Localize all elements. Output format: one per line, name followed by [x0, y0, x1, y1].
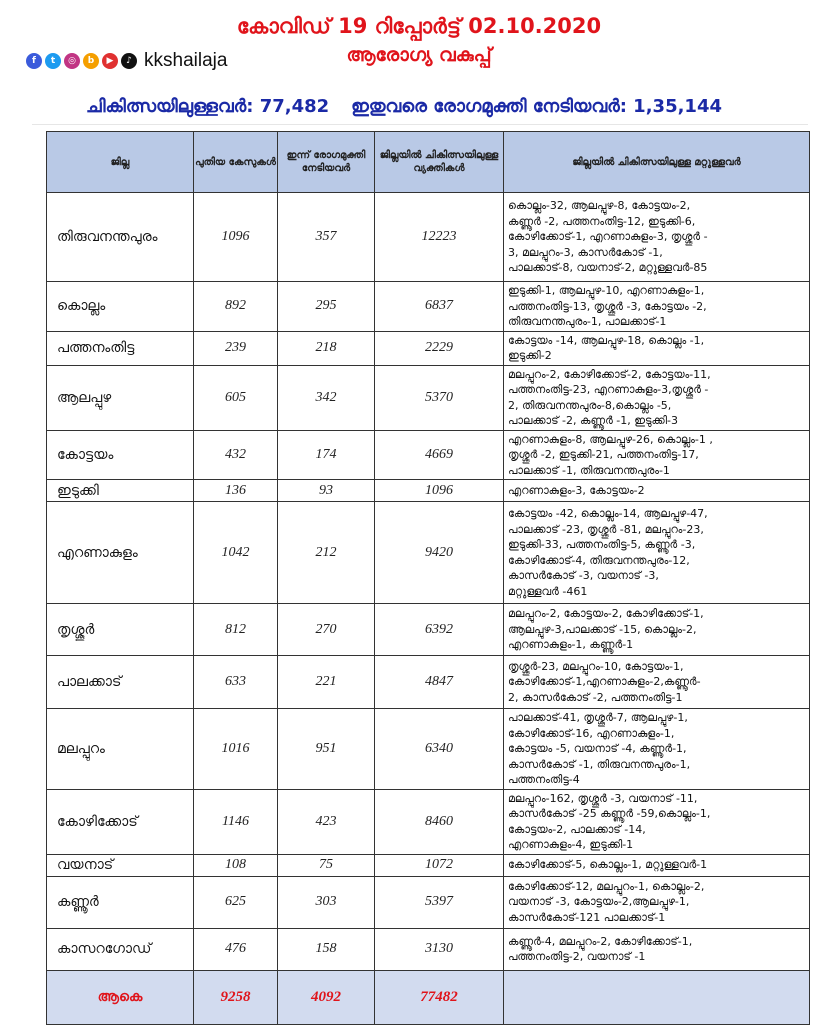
recovered-today-cell: 357 [278, 193, 375, 282]
department-subtitle: ആരോഗ്യ വകുപ്പ് [346, 44, 492, 66]
others-line: ആലപ്പുഴ-3,പാലക്കാട് -15, കൊല്ലം-2, [508, 622, 697, 636]
district-cell: വയനാട് [47, 854, 194, 876]
others-line: കാസർകോട് -25 കണ്ണൂർ -59,കൊല്ലം-1, [508, 807, 711, 820]
recovered-today-cell: 270 [278, 604, 375, 656]
others-line: കോട്ടയം -5, വയനാട് -4, കണ്ണൂർ-1, [508, 742, 687, 755]
others-cell [504, 876, 810, 928]
under-treatment-cell: 6340 [375, 709, 504, 790]
recovered-total: ഇതുവരെ രോഗമുക്തി നേടിയവർ: 1,35,144 [351, 96, 723, 117]
col-district: ജില്ല [47, 132, 194, 193]
others-line: 2, കാസർകോട് -2, പത്തനംതിട്ട-1 [508, 690, 683, 704]
others-cell [504, 709, 810, 790]
recovered-today-cell: 212 [278, 502, 375, 604]
others-line: മലപ്പുറം-2, കോഴിക്കോട്-2, കോട്ടയം-11, [508, 367, 711, 381]
divider [32, 124, 808, 125]
others-line: പത്തനംതിട്ട-2, വയനാട് -1 [508, 950, 646, 963]
others-line: കോട്ടയം -14, ആലപ്പുഴ-18, കൊല്ലം -1, [508, 333, 705, 347]
new-cases-cell: 1096 [194, 193, 278, 282]
recovered-today-cell: 303 [278, 876, 375, 928]
others-line: മലപ്പുറം-2, കോട്ടയം-2, കോഴിക്കോട്-1, [508, 607, 704, 621]
recovered-today-cell: 342 [278, 365, 375, 430]
recovered-today-cell: 174 [278, 430, 375, 480]
blog-icon[interactable]: b [83, 53, 99, 69]
others-line: പത്തനംതിട്ട-23, എറണാകുളം-3,തൃശ്ശൂർ - [508, 383, 709, 396]
under-treatment-cell: 2229 [375, 331, 504, 365]
recovered-today-cell: 221 [278, 656, 375, 709]
social-handle[interactable]: kkshailaja [144, 50, 228, 71]
others-line: കോട്ടയം -42, കൊല്ലം-14, ആലപ്പുഴ-47, [508, 507, 708, 520]
others-line: തൃശ്ശൂർ-23, മലപ്പുറം-10, കോട്ടയം-1, [508, 659, 684, 673]
district-cell: കോട്ടയം [47, 430, 194, 480]
total-others-empty [504, 970, 810, 1024]
others-line: പാലക്കാട്-8, വയനാട്-2, മറ്റുള്ളവർ-85 [508, 261, 708, 275]
new-cases-cell: 1016 [194, 709, 278, 790]
under-treatment-cell: 4669 [375, 430, 504, 480]
others-cell [504, 365, 810, 430]
others-line: കോഴിക്കോട്-1,എറണാകുളം-2,കണ്ണൂർ- [508, 675, 701, 689]
social-bar [26, 50, 227, 72]
others-line: എറണാകുളം-8, ആലപ്പുഴ-26, കൊല്ലം-1 , [508, 432, 713, 446]
total-new-cases: 9258 [194, 970, 278, 1024]
under-treatment-cell: 12223 [375, 193, 504, 282]
table-row [47, 656, 810, 709]
instagram-icon[interactable]: ◎ [64, 53, 80, 69]
others-cell [504, 656, 810, 709]
recovered-today-cell: 158 [278, 928, 375, 970]
others-line: ഇടുക്കി-1, ആലപ്പുഴ-10, എറണാകുളം-1, [508, 284, 705, 297]
others-cell [504, 604, 810, 656]
others-line: തിരുവനന്തപുരം-1, പാലക്കാട്-1 [508, 315, 667, 328]
others-line: 3, മലപ്പുറം-3, കാസർകോട് -1, [508, 245, 663, 259]
others-line: കോഴിക്കോട്-1, എറണാകുളം-3, തൃശ്ശൂർ - [508, 230, 708, 244]
district-cell: കാസറഗോഡ് [47, 928, 194, 970]
under-treatment-total: ചികിത്സയിലുള്ളവർ: 77,482 [86, 96, 330, 117]
table-row [47, 854, 810, 876]
district-cell: പത്തനംതിട്ട [47, 331, 194, 365]
new-cases-cell: 625 [194, 876, 278, 928]
others-cell [504, 193, 810, 282]
recovered-today-cell: 295 [278, 282, 375, 332]
new-cases-cell: 108 [194, 854, 278, 876]
under-treatment-cell: 1072 [375, 854, 504, 876]
others-line: എറണാകുളം-4, ഇടുക്കി-1 [508, 838, 634, 851]
table-row [47, 789, 810, 854]
col-others: ജില്ലയിൽ ചികിത്സയിലുള്ള മറ്റുള്ളവർ [504, 132, 810, 193]
new-cases-cell: 633 [194, 656, 278, 709]
others-cell [504, 502, 810, 604]
others-line: ഇടുക്കി-2 [508, 349, 552, 362]
others-cell [504, 282, 810, 332]
others-line: കോഴിക്കോട്-5, കൊല്ലം-1, മറ്റുള്ളവർ-1 [508, 858, 708, 872]
under-treatment-cell: 1096 [375, 480, 504, 502]
district-cell: പാലക്കാട് [47, 656, 194, 709]
summary-line [86, 96, 722, 117]
table-row [47, 604, 810, 656]
table-row [47, 430, 810, 480]
others-line: കാസർകോട് -3, വയനാട് -3, [508, 569, 659, 582]
report-title: കോവിഡ് 19 റിപ്പോർട്ട് 02.10.2020 [236, 14, 602, 38]
district-cell: എറണാകുളം [47, 502, 194, 604]
others-line: കോഴിക്കോട്-16, എറണാകുളം-1, [508, 726, 675, 740]
district-cell: കൊല്ലം [47, 282, 194, 332]
others-line: 2, തിരുവനന്തപുരം-8,കൊല്ലം -5, [508, 398, 672, 412]
recovered-today-cell: 75 [278, 854, 375, 876]
col-recovered-today: ഇന്ന് രോഗമുക്തി നേടിയവർ [278, 132, 375, 193]
under-treatment-cell: 6392 [375, 604, 504, 656]
table-row [47, 331, 810, 365]
new-cases-cell: 239 [194, 331, 278, 365]
district-cell: കണ്ണൂർ [47, 876, 194, 928]
twitter-icon[interactable]: t [45, 53, 61, 69]
table-row [47, 282, 810, 332]
table-row [47, 928, 810, 970]
others-line: കോട്ടയം-2, പാലക്കാട് -14, [508, 822, 646, 836]
others-line: കാസർകോട് -1, തിരുവനന്തപുരം-1, [508, 757, 691, 771]
under-treatment-cell: 5397 [375, 876, 504, 928]
new-cases-cell: 432 [194, 430, 278, 480]
under-treatment-cell: 6837 [375, 282, 504, 332]
table-row [47, 709, 810, 790]
youtube-icon[interactable]: ▶ [102, 53, 118, 69]
table-row [47, 365, 810, 430]
under-treatment-cell: 9420 [375, 502, 504, 604]
others-line: മലപ്പുറം-162, തൃശ്ശൂർ -3, വയനാട് -11, [508, 791, 698, 805]
others-cell [504, 430, 810, 480]
others-cell [504, 331, 810, 365]
table-row [47, 480, 810, 502]
others-line: പാലക്കാട് -2, കണ്ണൂർ -1, ഇടുക്കി-3 [508, 414, 678, 427]
others-cell [504, 789, 810, 854]
district-table [46, 131, 810, 1025]
recovered-today-cell: 93 [278, 480, 375, 502]
new-cases-cell: 812 [194, 604, 278, 656]
others-line: കണ്ണൂർ -2, പത്തനംതിട്ട-12, ഇടുക്കി-6, [508, 214, 696, 228]
district-cell: ഇടുക്കി [47, 480, 194, 502]
others-line: വയനാട് -3, കോട്ടയം-2,ആലപ്പുഴ-1, [508, 895, 690, 909]
facebook-icon[interactable]: f [26, 53, 42, 69]
others-line: ഇടുക്കി-33, പത്തനംതിട്ട-5, കണ്ണൂർ -3, [508, 538, 696, 551]
others-line: പാലക്കാട്-41, തൃശ്ശൂർ-7, ആലപ്പുഴ-1, [508, 711, 688, 724]
others-cell [504, 480, 810, 502]
new-cases-cell: 1042 [194, 502, 278, 604]
under-treatment-cell: 5370 [375, 365, 504, 430]
others-line: കോഴിക്കോട്-4, തിരുവനന്തപുരം-12, [508, 553, 690, 567]
others-line: പത്തനംതിട്ട-4 [508, 773, 580, 786]
total-under-treatment: 77482 [375, 970, 504, 1024]
recovered-today-cell: 423 [278, 789, 375, 854]
under-treatment-cell: 4847 [375, 656, 504, 709]
others-line: പത്തനംതിട്ട-13, തൃശ്ശൂർ -3, കോട്ടയം -2, [508, 299, 707, 313]
others-line: പാലക്കാട് -1, തിരുവനന്തപുരം-1 [508, 463, 670, 477]
col-under-treatment: ജില്ലയിൽ ചികിത്സയിലുള്ള വ്യക്തികൾ [375, 132, 504, 193]
district-cell: ആലപ്പുഴ [47, 365, 194, 430]
others-line: തൃശ്ശൂർ -2, ഇടുക്കി-21, പത്തനംതിട്ട-17, [508, 448, 699, 461]
district-cell: തൃശ്ശൂർ [47, 604, 194, 656]
others-line: പാലക്കാട് -23, തൃശ്ശൂർ -81, മലപ്പുറം-23, [508, 522, 704, 536]
table-header-row [47, 132, 810, 193]
under-treatment-cell: 8460 [375, 789, 504, 854]
district-cell: തിരുവനന്തപുരം [47, 193, 194, 282]
table-row [47, 193, 810, 282]
new-cases-cell: 605 [194, 365, 278, 430]
others-line: കാസർകോട്-121 പാലക്കാട്-1 [508, 910, 666, 924]
new-cases-cell: 1146 [194, 789, 278, 854]
others-cell [504, 854, 810, 876]
new-cases-cell: 892 [194, 282, 278, 332]
total-row [47, 970, 810, 1024]
others-line: കണ്ണൂർ-4, മലപ്പുറം-2, കോഴിക്കോട്-1, [508, 934, 693, 948]
recovered-today-cell: 218 [278, 331, 375, 365]
others-line: മറ്റുള്ളവർ -461 [508, 584, 588, 598]
table-row [47, 876, 810, 928]
total-recovered-today: 4092 [278, 970, 375, 1024]
others-line: എറണാകുളം-1, കണ്ണൂർ-1 [508, 638, 634, 652]
col-new-cases: പുതിയ കേസുകൾ [194, 132, 278, 193]
recovered-today-cell: 951 [278, 709, 375, 790]
district-cell: കോഴിക്കോട് [47, 789, 194, 854]
tiktok-icon[interactable]: ♪ [121, 53, 137, 69]
district-cell: മലപ്പുറം [47, 709, 194, 790]
others-line: എറണാകുളം-3, കോട്ടയം-2 [508, 483, 645, 497]
total-label: ആകെ [47, 970, 194, 1024]
new-cases-cell: 476 [194, 928, 278, 970]
others-cell [504, 928, 810, 970]
others-line: കൊല്ലം-32, ആലപ്പുഴ-8, കോട്ടയം-2, [508, 199, 691, 213]
others-line: കോഴിക്കോട്-12, മലപ്പുറം-1, കൊല്ലം-2, [508, 879, 705, 893]
table-row [47, 502, 810, 604]
new-cases-cell: 136 [194, 480, 278, 502]
under-treatment-cell: 3130 [375, 928, 504, 970]
